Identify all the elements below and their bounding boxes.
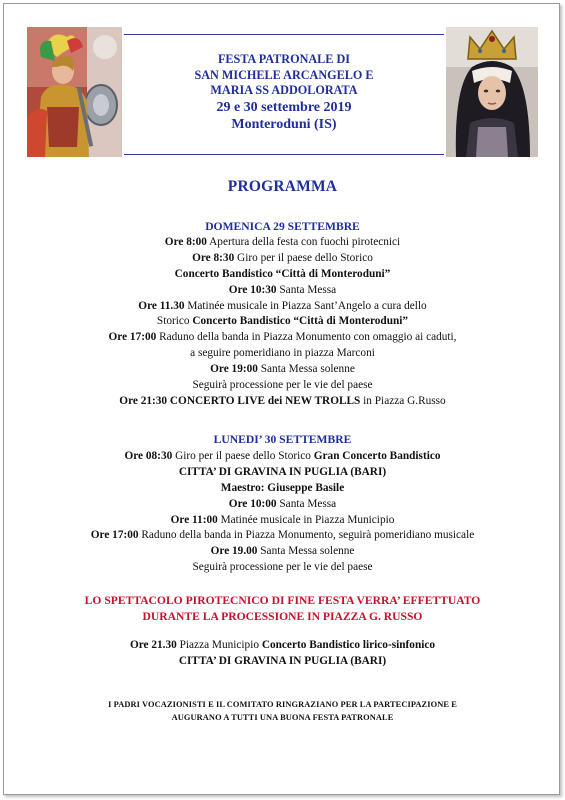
schedule-text: Seguirà processione per le vie del paese bbox=[192, 561, 373, 574]
schedule-line bbox=[0, 283, 565, 299]
schedule-text: Apertura della festa con fuochi pirotecnici bbox=[206, 236, 401, 248]
schedule-bold-text: Ore 8:00 bbox=[164, 236, 207, 248]
schedule-bold-text: CITTA’ DI GRAVINA IN PUGLIA (BARI) bbox=[178, 654, 387, 667]
header-line-1: FESTA PATRONALE DI bbox=[217, 52, 351, 66]
schedule-line bbox=[0, 560, 565, 576]
schedule-line bbox=[0, 465, 565, 481]
schedule-text: Raduno della banda in Piazza Monumento, seguirà pomeridiano musicale bbox=[138, 529, 475, 542]
schedule-bold-text: Maestro: Giuseppe Basile bbox=[220, 481, 345, 494]
schedule-line bbox=[0, 544, 565, 560]
schedule-line bbox=[0, 330, 565, 346]
header-top-rule bbox=[124, 34, 444, 35]
footer-line-1: I PADRI VOCAZIONISTI E IL COMITATO RINGRAZIANO PER LA PARTECIPAZIONE E bbox=[108, 700, 457, 709]
schedule-text: a seguire pomeridiano in piazza Marconi bbox=[190, 347, 375, 360]
schedule-text: Giro per il paese dello Storico bbox=[234, 251, 373, 264]
schedule-line bbox=[0, 267, 565, 283]
schedule-bold-text: Ore 8:30 bbox=[192, 251, 235, 264]
programma-title: PROGRAMMA bbox=[227, 178, 338, 195]
schedule-line bbox=[0, 638, 565, 654]
fireworks-line-1: LO SPETTACOLO PIROTECNICO DI FINE FESTA VERRA’ EFFETTUATO bbox=[84, 594, 481, 607]
fireworks-notice bbox=[0, 593, 565, 625]
schedule-line bbox=[0, 449, 565, 465]
schedule-text: Santa Messa solenne bbox=[257, 545, 355, 558]
schedule-line bbox=[0, 314, 565, 330]
schedule-bold-text: CITTA’ DI GRAVINA IN PUGLIA (BARI) bbox=[178, 465, 387, 478]
schedule-line bbox=[0, 346, 565, 362]
day2-title: LUNEDI’ 30 SETTEMBRE bbox=[213, 433, 352, 446]
day2-schedule bbox=[0, 449, 565, 576]
schedule-text: Giro per il paese dello Storico bbox=[172, 450, 314, 462]
schedule-line bbox=[0, 378, 565, 394]
schedule-bold-text: Ore 19.00 bbox=[210, 545, 258, 558]
schedule-bold-text: Ore 21:30 CONCERTO LIVE dei NEW TROLLS bbox=[119, 394, 361, 407]
day1-title: DOMENICA 29 SETTEMBRE bbox=[205, 220, 360, 233]
schedule-text: Storico bbox=[156, 315, 193, 328]
schedule-line bbox=[0, 654, 565, 670]
header-dates: 29 e 30 settembre 2019 bbox=[216, 99, 352, 115]
footer-line-2: AUGURANO A TUTTI UNA BUONA FESTA PATRONALE bbox=[171, 713, 394, 722]
schedule-bold-text: Gran Concerto Bandistico bbox=[313, 450, 441, 462]
schedule-text: Matinée musicale in Piazza Municipio bbox=[217, 513, 395, 526]
schedule-line bbox=[0, 394, 565, 410]
schedule-bold-text: Ore 11.30 bbox=[138, 299, 185, 312]
schedule-line bbox=[0, 362, 565, 378]
schedule-line bbox=[0, 528, 565, 544]
schedule-bold-text: Ore 17:00 bbox=[108, 331, 157, 344]
schedule-bold-text: Ore 10:30 bbox=[228, 283, 277, 296]
schedule-bold-text: Ore 08:30 bbox=[124, 450, 173, 462]
schedule-line bbox=[0, 497, 565, 513]
schedule-bold-text: Concerto Bandistico lirico-sinfonico bbox=[261, 639, 436, 651]
schedule-bold-text: Ore 10:00 bbox=[228, 497, 277, 510]
schedule-line bbox=[0, 299, 565, 315]
schedule-text: Seguirà processione per le vie del paese bbox=[192, 379, 373, 392]
header-line-2: SAN MICHELE ARCANGELO E bbox=[194, 67, 374, 82]
schedule-bold-text: Ore 21.30 bbox=[129, 639, 177, 651]
schedule-bold-text: Concerto Bandistico “Città di Monteroduni” bbox=[192, 315, 409, 328]
schedule-line bbox=[0, 235, 565, 251]
schedule-line bbox=[0, 481, 565, 497]
header-line-3: MARIA SS ADDOLORATA bbox=[210, 83, 358, 97]
schedule-line bbox=[0, 251, 565, 267]
schedule-bold-text: Concerto Bandistico “Città di Monteroduni” bbox=[174, 267, 391, 280]
schedule-bold-text: Ore 17:00 bbox=[90, 529, 139, 542]
schedule-text: Matinée musicale in Piazza Sant’Angelo a cura dello bbox=[184, 299, 427, 312]
header-bottom-rule bbox=[124, 154, 444, 155]
day1-schedule bbox=[0, 235, 565, 410]
schedule-text: Piazza Municipio bbox=[176, 639, 262, 651]
thanks-footer bbox=[0, 698, 565, 724]
schedule-text: Santa Messa bbox=[276, 497, 337, 510]
san-michele-photo bbox=[27, 27, 122, 157]
schedule-bold-text: Ore 19:00 bbox=[210, 363, 258, 376]
festa-header bbox=[124, 52, 444, 133]
schedule-text: Santa Messa bbox=[276, 283, 337, 296]
schedule-text: in Piazza G.Russo bbox=[360, 394, 446, 407]
schedule-line bbox=[0, 513, 565, 529]
schedule-text: Raduno della banda in Piazza Monumento con omaggio ai caduti, bbox=[156, 331, 457, 344]
maria-addolorata-photo bbox=[446, 27, 538, 157]
final-concert bbox=[0, 638, 565, 670]
schedule-bold-text: Ore 11:00 bbox=[170, 513, 218, 526]
header-place: Monteroduni (IS) bbox=[231, 116, 337, 132]
fireworks-line-2: DURANTE LA PROCESSIONE IN PIAZZA G. RUSSO bbox=[142, 610, 423, 623]
schedule-text: Santa Messa solenne bbox=[257, 363, 355, 376]
